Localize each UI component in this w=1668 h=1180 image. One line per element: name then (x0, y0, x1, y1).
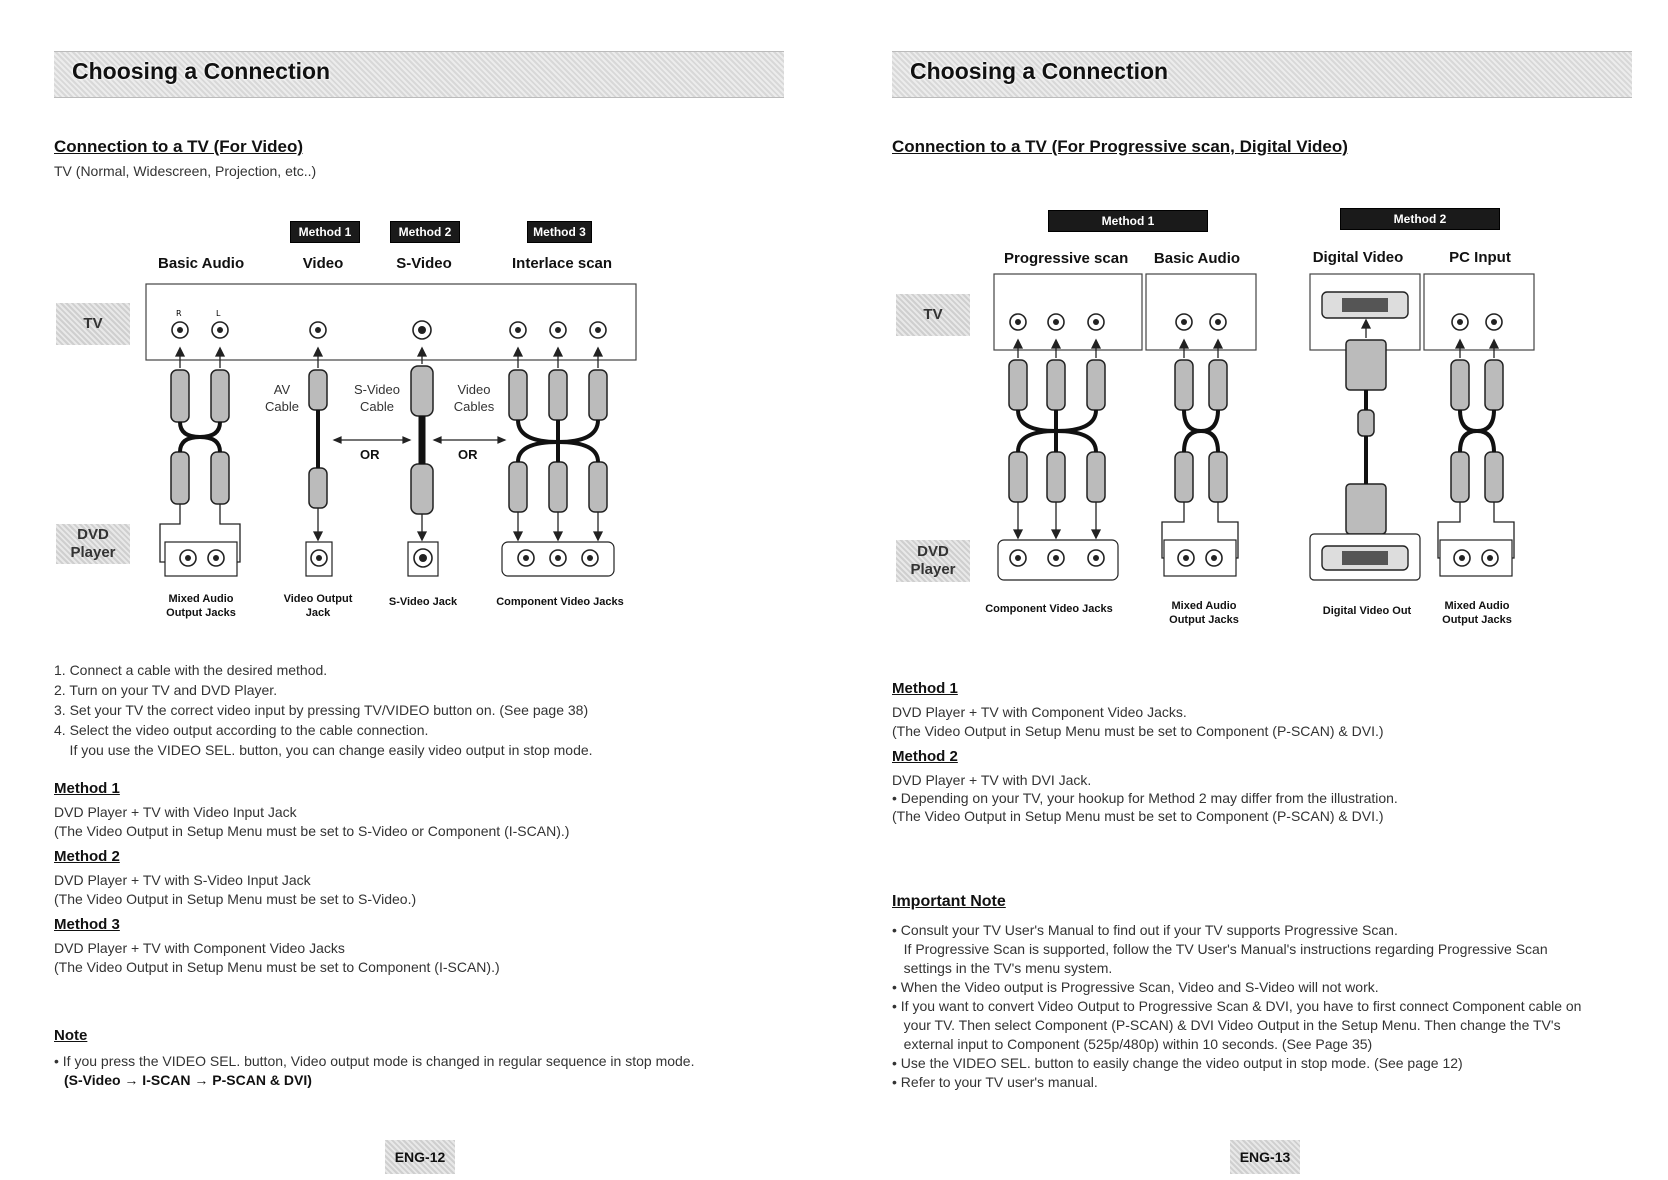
left-jack-mixed-audio: Mixed Audio Output Jacks (166, 593, 236, 619)
audio-plug-bottom-r (171, 452, 189, 504)
svg-text:L: L (216, 309, 221, 318)
right-important-line-9: • Refer to your TV user's manual. (892, 1074, 1098, 1090)
right-important-line-8: • Use the VIDEO SEL. button to easily change the video output in stop mode. (See page 12) (892, 1055, 1463, 1071)
left-or-1: OR (360, 447, 380, 462)
left-tv-label: TV (56, 303, 130, 345)
left-note-sequence: (S-Video → I-SCAN → P-SCAN & DVI) (64, 1072, 312, 1088)
comp-plug-bottom-3 (589, 462, 607, 512)
right-header-title: Choosing a Connection (910, 58, 1169, 84)
dvd-audio-panel (165, 542, 237, 576)
tv-audio-panel (1146, 274, 1256, 350)
left-method1-line2: (The Video Output in Setup Menu must be set to S-Video or Component (I-SCAN).) (54, 823, 570, 839)
right-jack-digital-out: Digital Video Out (1322, 605, 1412, 617)
left-method3-line1: DVD Player + TV with Component Video Jacks (54, 940, 345, 956)
right-important-title: Important Note (892, 893, 1006, 910)
right-important-line-1: • Consult your TV User's Manual to find out if your TV supports Progressive Scan. (892, 922, 1398, 938)
video-plug-bottom (309, 468, 327, 508)
left-dvd-label: DVD Player (56, 524, 130, 564)
right-badge-method1: Method 1 (1048, 210, 1208, 232)
left-col-svideo: S-Video (396, 255, 452, 272)
left-col-video: Video (302, 255, 344, 272)
right-page-number: ENG-13 (1230, 1140, 1300, 1174)
dvi-plug-top (1346, 340, 1386, 390)
right-tv-label: TV (896, 294, 970, 336)
svideo-plug-bottom (411, 464, 433, 514)
left-step-4-note: If you use the VIDEO SEL. button, you can change easily video output in stop mode. (54, 742, 593, 758)
tv-dvi-pins (1342, 298, 1388, 312)
right-col-pc-input: PC Input (1449, 249, 1511, 266)
right-method1-title: Method 1 (892, 680, 958, 697)
left-note-line: • If you press the VIDEO SEL. button, Video output mode is changed in regular sequence in stop mode. (54, 1053, 695, 1069)
right-badge-method2: Method 2 (1340, 208, 1500, 230)
right-section-title: Connection to a TV (For Progressive scan, Digital Video) (892, 137, 1348, 156)
left-method3-title: Method 3 (54, 916, 120, 933)
right-important-line-4: • When the Video output is Progressive Scan, Video and S-Video will not work. (892, 979, 1379, 995)
right-important-line-2: If Progressive Scan is supported, follow the TV User's Manual's instructions regarding Progressive Scan (892, 941, 1548, 957)
right-important-line-7: external input to Component (525p/480p) within 10 seconds. (See Page 35) (892, 1036, 1373, 1052)
right-important-line-6: your TV. Then select Component (P-SCAN) & DVI Video Output in the Setup Menu. Then change the TV's (892, 1017, 1561, 1033)
left-step-1: 1. Connect a cable with the desired method. (54, 662, 328, 678)
left-col-interlace: Interlace scan (512, 255, 613, 272)
left-step-4: 4. Select the video output according to the cable connection. (54, 722, 429, 738)
right-col-progressive: Progressive scan (1004, 250, 1129, 267)
dvi-plug-bottom (1346, 484, 1386, 534)
right-jack-component: Component Video Jacks (985, 603, 1113, 615)
left-svideo-cable-label: S-Video Cable (353, 382, 400, 414)
left-method1-line1: DVD Player + TV with Video Input Jack (54, 804, 297, 820)
dvd-audio-panel-r (1164, 540, 1236, 576)
left-method1-title: Method 1 (54, 780, 120, 797)
comp-plug-top-3 (589, 370, 607, 420)
video-plug-top (309, 370, 327, 410)
comp-plug-bottom-2 (549, 462, 567, 512)
comp-plug-top-1 (509, 370, 527, 420)
audio-plug-top-r (171, 370, 189, 422)
left-page-number: ENG-12 (385, 1140, 455, 1174)
left-jack-component: Component Video Jacks (496, 596, 624, 608)
left-connection-diagram (0, 0, 834, 640)
left-video-cables-label: Video Cables (453, 382, 495, 414)
right-method1-line1: DVD Player + TV with Component Video Jacks. (892, 704, 1187, 720)
right-method1-line2: (The Video Output in Setup Menu must be set to Component (P-SCAN) & DVI.) (892, 723, 1384, 739)
tv-pc-panel (1424, 274, 1534, 350)
comp-plug-top-2 (549, 370, 567, 420)
left-note-title: Note (54, 1027, 88, 1044)
comp-plug-bottom-1 (509, 462, 527, 512)
left-method2-title: Method 2 (54, 848, 120, 865)
audio-plug-bottom-l (211, 452, 229, 504)
left-badge-method2: Method 2 (390, 221, 460, 243)
left-av-cable-label: AV Cable (265, 382, 299, 414)
left-jack-svideo: S-Video Jack (388, 596, 458, 608)
right-connection-diagram (834, 0, 1668, 640)
right-col-basic-audio: Basic Audio (1153, 250, 1241, 267)
svg-text:R: R (176, 309, 182, 318)
left-header-title: Choosing a Connection (72, 58, 331, 84)
audio-plug-top-l (211, 370, 229, 422)
right-jack-mixed-audio: Mixed Audio Output Jacks (1169, 600, 1239, 626)
left-col-basic-audio: Basic Audio (158, 255, 245, 272)
left-step-3: 3. Set your TV the correct video input by pressing TV/VIDEO button on. (See page 38) (54, 702, 589, 718)
right-page (834, 0, 1668, 1180)
dvd-audio-panel-pc (1440, 540, 1512, 576)
left-section-title: Connection to a TV (For Video) (54, 137, 304, 156)
dvi-ferrite (1358, 410, 1374, 436)
left-subtitle: TV (Normal, Widescreen, Projection, etc..) (54, 163, 317, 179)
right-method2-line2: • Depending on your TV, your hookup for Method 2 may differ from the illustration. (892, 790, 1398, 806)
right-method2-line3: (The Video Output in Setup Menu must be set to Component (P-SCAN) & DVI.) (892, 808, 1384, 824)
right-important-line-5: • If you want to convert Video Output to Progressive Scan & DVI, you have to first connect Component cable on (892, 998, 1582, 1014)
right-method2-line1: DVD Player + TV with DVI Jack. (892, 772, 1092, 788)
left-or-2: OR (458, 447, 478, 462)
left-jack-video-output: Video Output Jack (283, 593, 353, 619)
tv-progressive-panel (994, 274, 1142, 350)
left-step-2: 2. Turn on your TV and DVD Player. (54, 682, 278, 698)
right-jack-mixed-audio-pc: Mixed Audio Output Jacks (1442, 600, 1512, 626)
right-col-digital-video: Digital Video (1312, 249, 1404, 266)
left-method2-line2: (The Video Output in Setup Menu must be set to S-Video.) (54, 891, 417, 907)
left-badge-method3: Method 3 (527, 221, 592, 243)
svideo-plug-top (411, 366, 433, 416)
right-important-line-3: settings in the TV's menu system. (892, 960, 1113, 976)
left-method3-line2: (The Video Output in Setup Menu must be set to Component (I-SCAN).) (54, 959, 500, 975)
right-dvd-label: DVD Player (896, 540, 970, 582)
left-method2-line1: DVD Player + TV with S-Video Input Jack (54, 872, 311, 888)
left-badge-method1: Method 1 (290, 221, 360, 243)
right-method2-title: Method 2 (892, 748, 958, 765)
